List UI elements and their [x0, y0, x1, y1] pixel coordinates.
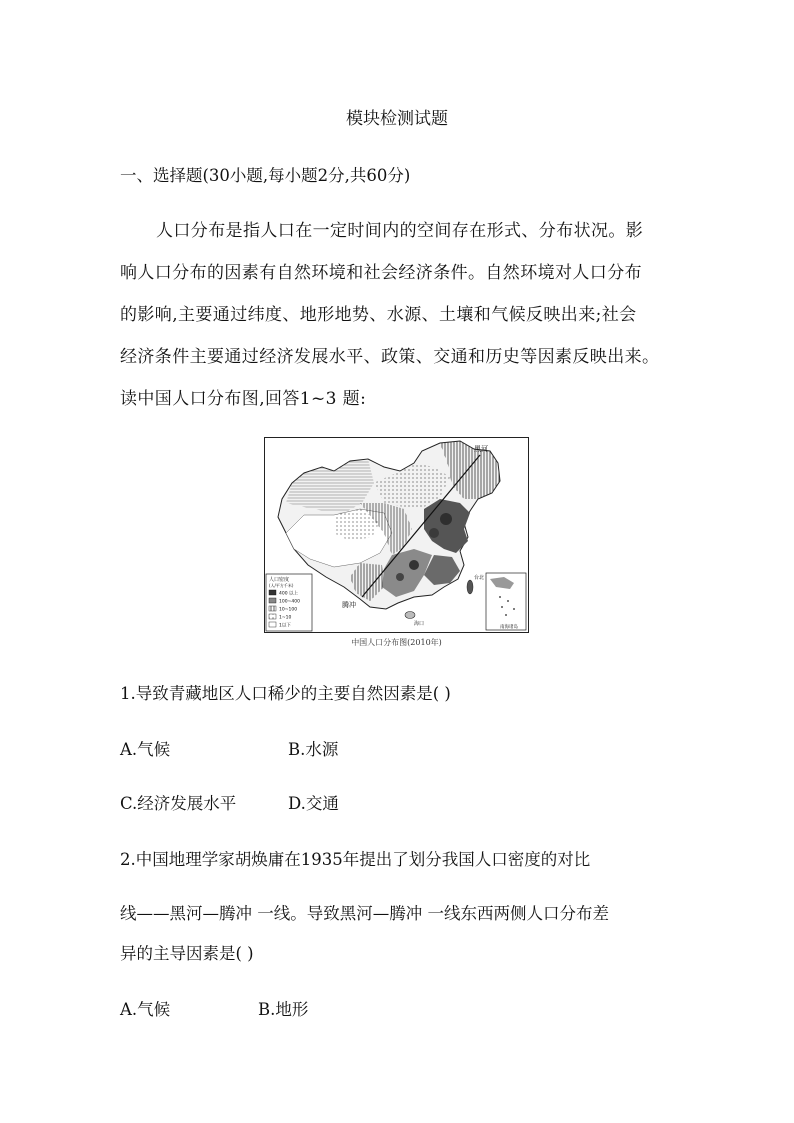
question-stem: 1.导致青藏地区人口稀少的主要自然因素是( ): [120, 684, 451, 703]
option-a: A.气候: [120, 740, 171, 759]
population-map: [264, 437, 529, 633]
label-tengchong: 腾冲: [342, 601, 356, 609]
legend-title: 人口密度: [269, 577, 290, 583]
intro-line: 的影响,主要通过纬度、地形地势、水源、土壤和气候反映出来;社会: [120, 305, 637, 325]
page-title: 模块检测试题: [346, 109, 448, 129]
legend-item: 10~100: [279, 607, 298, 613]
inset-label: 南海诸岛: [500, 625, 518, 630]
option-b: B.地形: [258, 1000, 309, 1019]
intro-line: 经济条件主要通过经济发展水平、政策、交通和历史等因素反映出来。: [120, 347, 660, 367]
legend-item: 1以下: [279, 623, 291, 629]
option-d: D.交通: [288, 794, 339, 813]
option-a: A.气候: [120, 1000, 171, 1019]
legend-item: 400 以上: [279, 591, 299, 597]
label-taiwan: 台北: [474, 575, 485, 581]
option-c: C.经济发展水平: [120, 794, 237, 813]
legend-item: 100~400: [279, 599, 300, 605]
intro-line: 响人口分布的因素有自然环境和社会经济条件。自然环境对人口分布: [120, 263, 642, 283]
intro-line: 读中国人口分布图,回答1~3 题:: [120, 389, 367, 409]
legend-unit: (人/平方千米): [269, 583, 294, 588]
question-stem: 异的主导因素是( ): [120, 944, 254, 963]
label-haikou: 海口: [414, 621, 425, 627]
option-b: B.水源: [288, 740, 339, 759]
map-legend: [266, 574, 312, 631]
section-heading: 一、选择题(30小题,每小题2分,共60分): [120, 166, 411, 185]
question-stem: 线——黑河—腾冲 一线。导致黑河—腾冲 一线东西两侧人口分布差: [120, 904, 609, 923]
south-china-sea-inset: [486, 573, 526, 630]
label-heihe: 黑河: [474, 445, 488, 453]
question-stem: 2.中国地理学家胡焕庸在1935年提出了划分我国人口密度的对比: [120, 850, 591, 869]
intro-line: 人口分布是指人口在一定时间内的空间存在形式、分布状况。影: [156, 221, 644, 241]
map-caption: 中国人口分布图(2010年): [351, 638, 442, 647]
legend-item: 1~10: [279, 615, 292, 621]
